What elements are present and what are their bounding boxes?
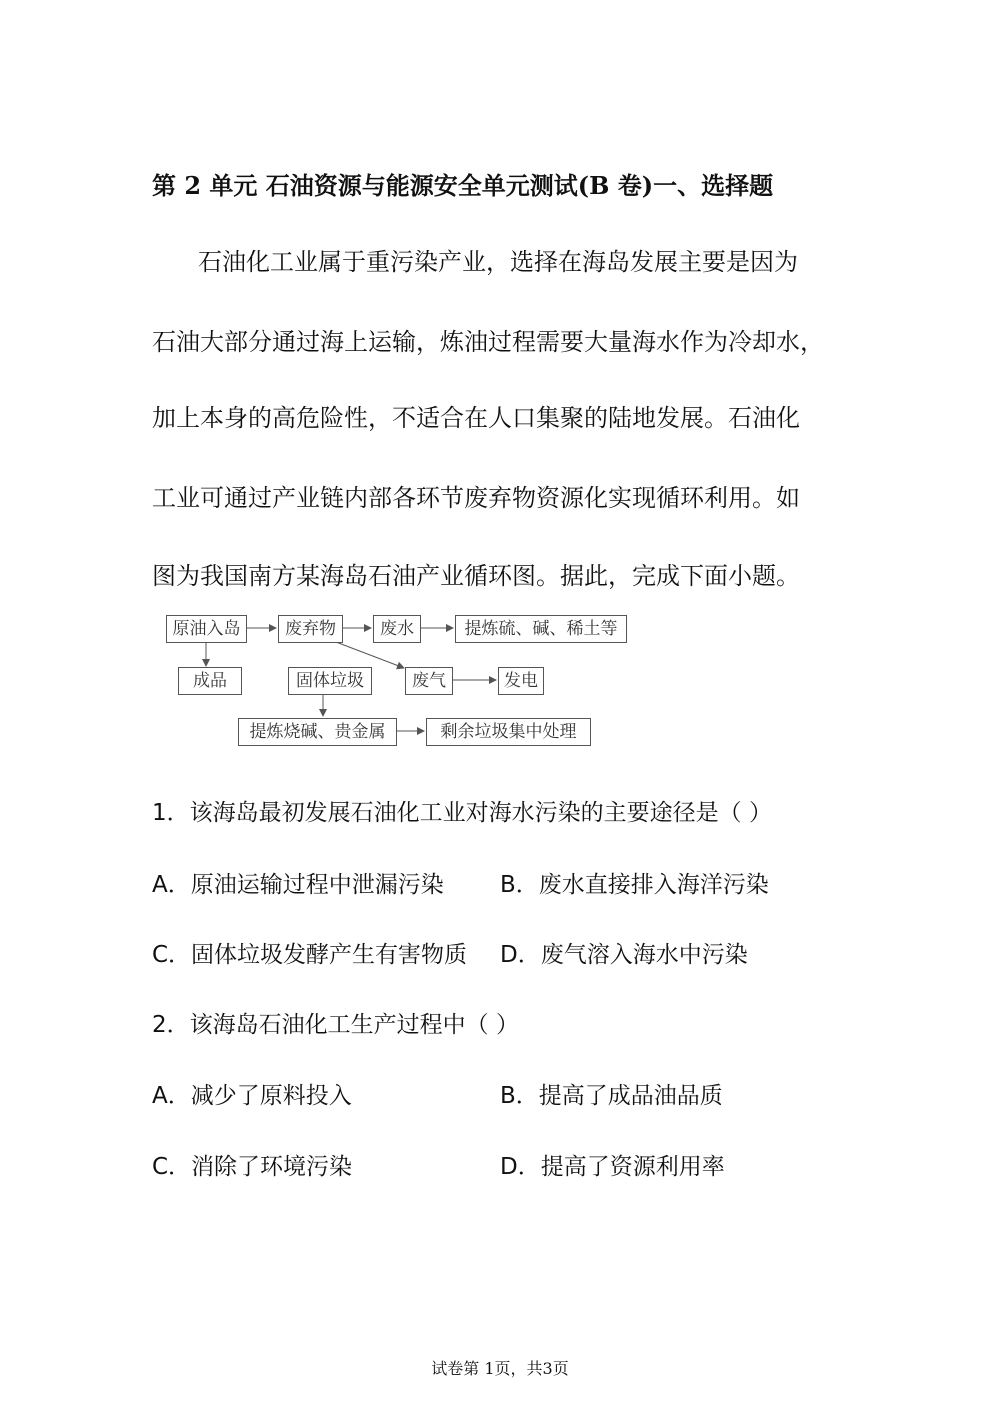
node-water: 废水 — [373, 615, 421, 643]
document-title: 第 2 单元 石油资源与能源安全单元测试(B 卷)一、选择题 — [152, 171, 774, 200]
node-refine: 提炼烧碱、贵金属 — [238, 718, 397, 746]
passage-line: 石油大部分通过海上运输，炼油过程需要大量海水作为冷却水， — [152, 328, 824, 356]
question-1-option-d: D．废气溶入海水中污染 — [500, 942, 748, 968]
node-solid: 固体垃圾 — [288, 667, 372, 695]
node-residual: 剩余垃圾集中处理 — [426, 718, 591, 746]
node-gas: 废气 — [405, 667, 453, 695]
node-crude: 原油入岛 — [166, 615, 247, 643]
question-1-option-c: C．固体垃圾发酵产生有害物质 — [152, 942, 468, 968]
question-2-option-b: B．提高了成品油品质 — [500, 1083, 723, 1109]
arrow-waste-gas — [336, 642, 404, 668]
industry-cycle-diagram — [160, 606, 640, 751]
passage-line: 图为我国南方某海岛石油产业循环图。据此，完成下面小题。 — [152, 562, 800, 590]
passage-line: 加上本身的高危险性，不适合在人口集聚的陆地发展。石油化 — [152, 404, 800, 432]
node-product: 成品 — [178, 667, 242, 695]
question-1-option-b: B．废水直接排入海洋污染 — [500, 872, 769, 898]
passage-line: 工业可通过产业链内部各环节废弃物资源化实现循环利用。如 — [152, 484, 800, 512]
question-1-option-a: A．原油运输过程中泄漏污染 — [152, 872, 444, 898]
question-2-stem: 2．该海岛石油化工生产过程中（ ） — [152, 1012, 519, 1038]
node-extract: 提炼硫、碱、稀土等 — [455, 615, 627, 643]
page-footer: 试卷第 1页，共3页 — [431, 1359, 569, 1378]
question-2-option-d: D．提高了资源利用率 — [500, 1154, 725, 1180]
passage-line: 石油化工业属于重污染产业，选择在海岛发展主要是因为 — [198, 248, 798, 276]
question-2-option-c: C．消除了环境污染 — [152, 1154, 353, 1180]
node-waste: 废弃物 — [278, 615, 343, 643]
question-1-stem: 1．该海岛最初发展石油化工业对海水污染的主要途径是（ ） — [152, 800, 772, 826]
node-power: 发电 — [498, 667, 544, 695]
question-2-option-a: A．减少了原料投入 — [152, 1083, 352, 1109]
